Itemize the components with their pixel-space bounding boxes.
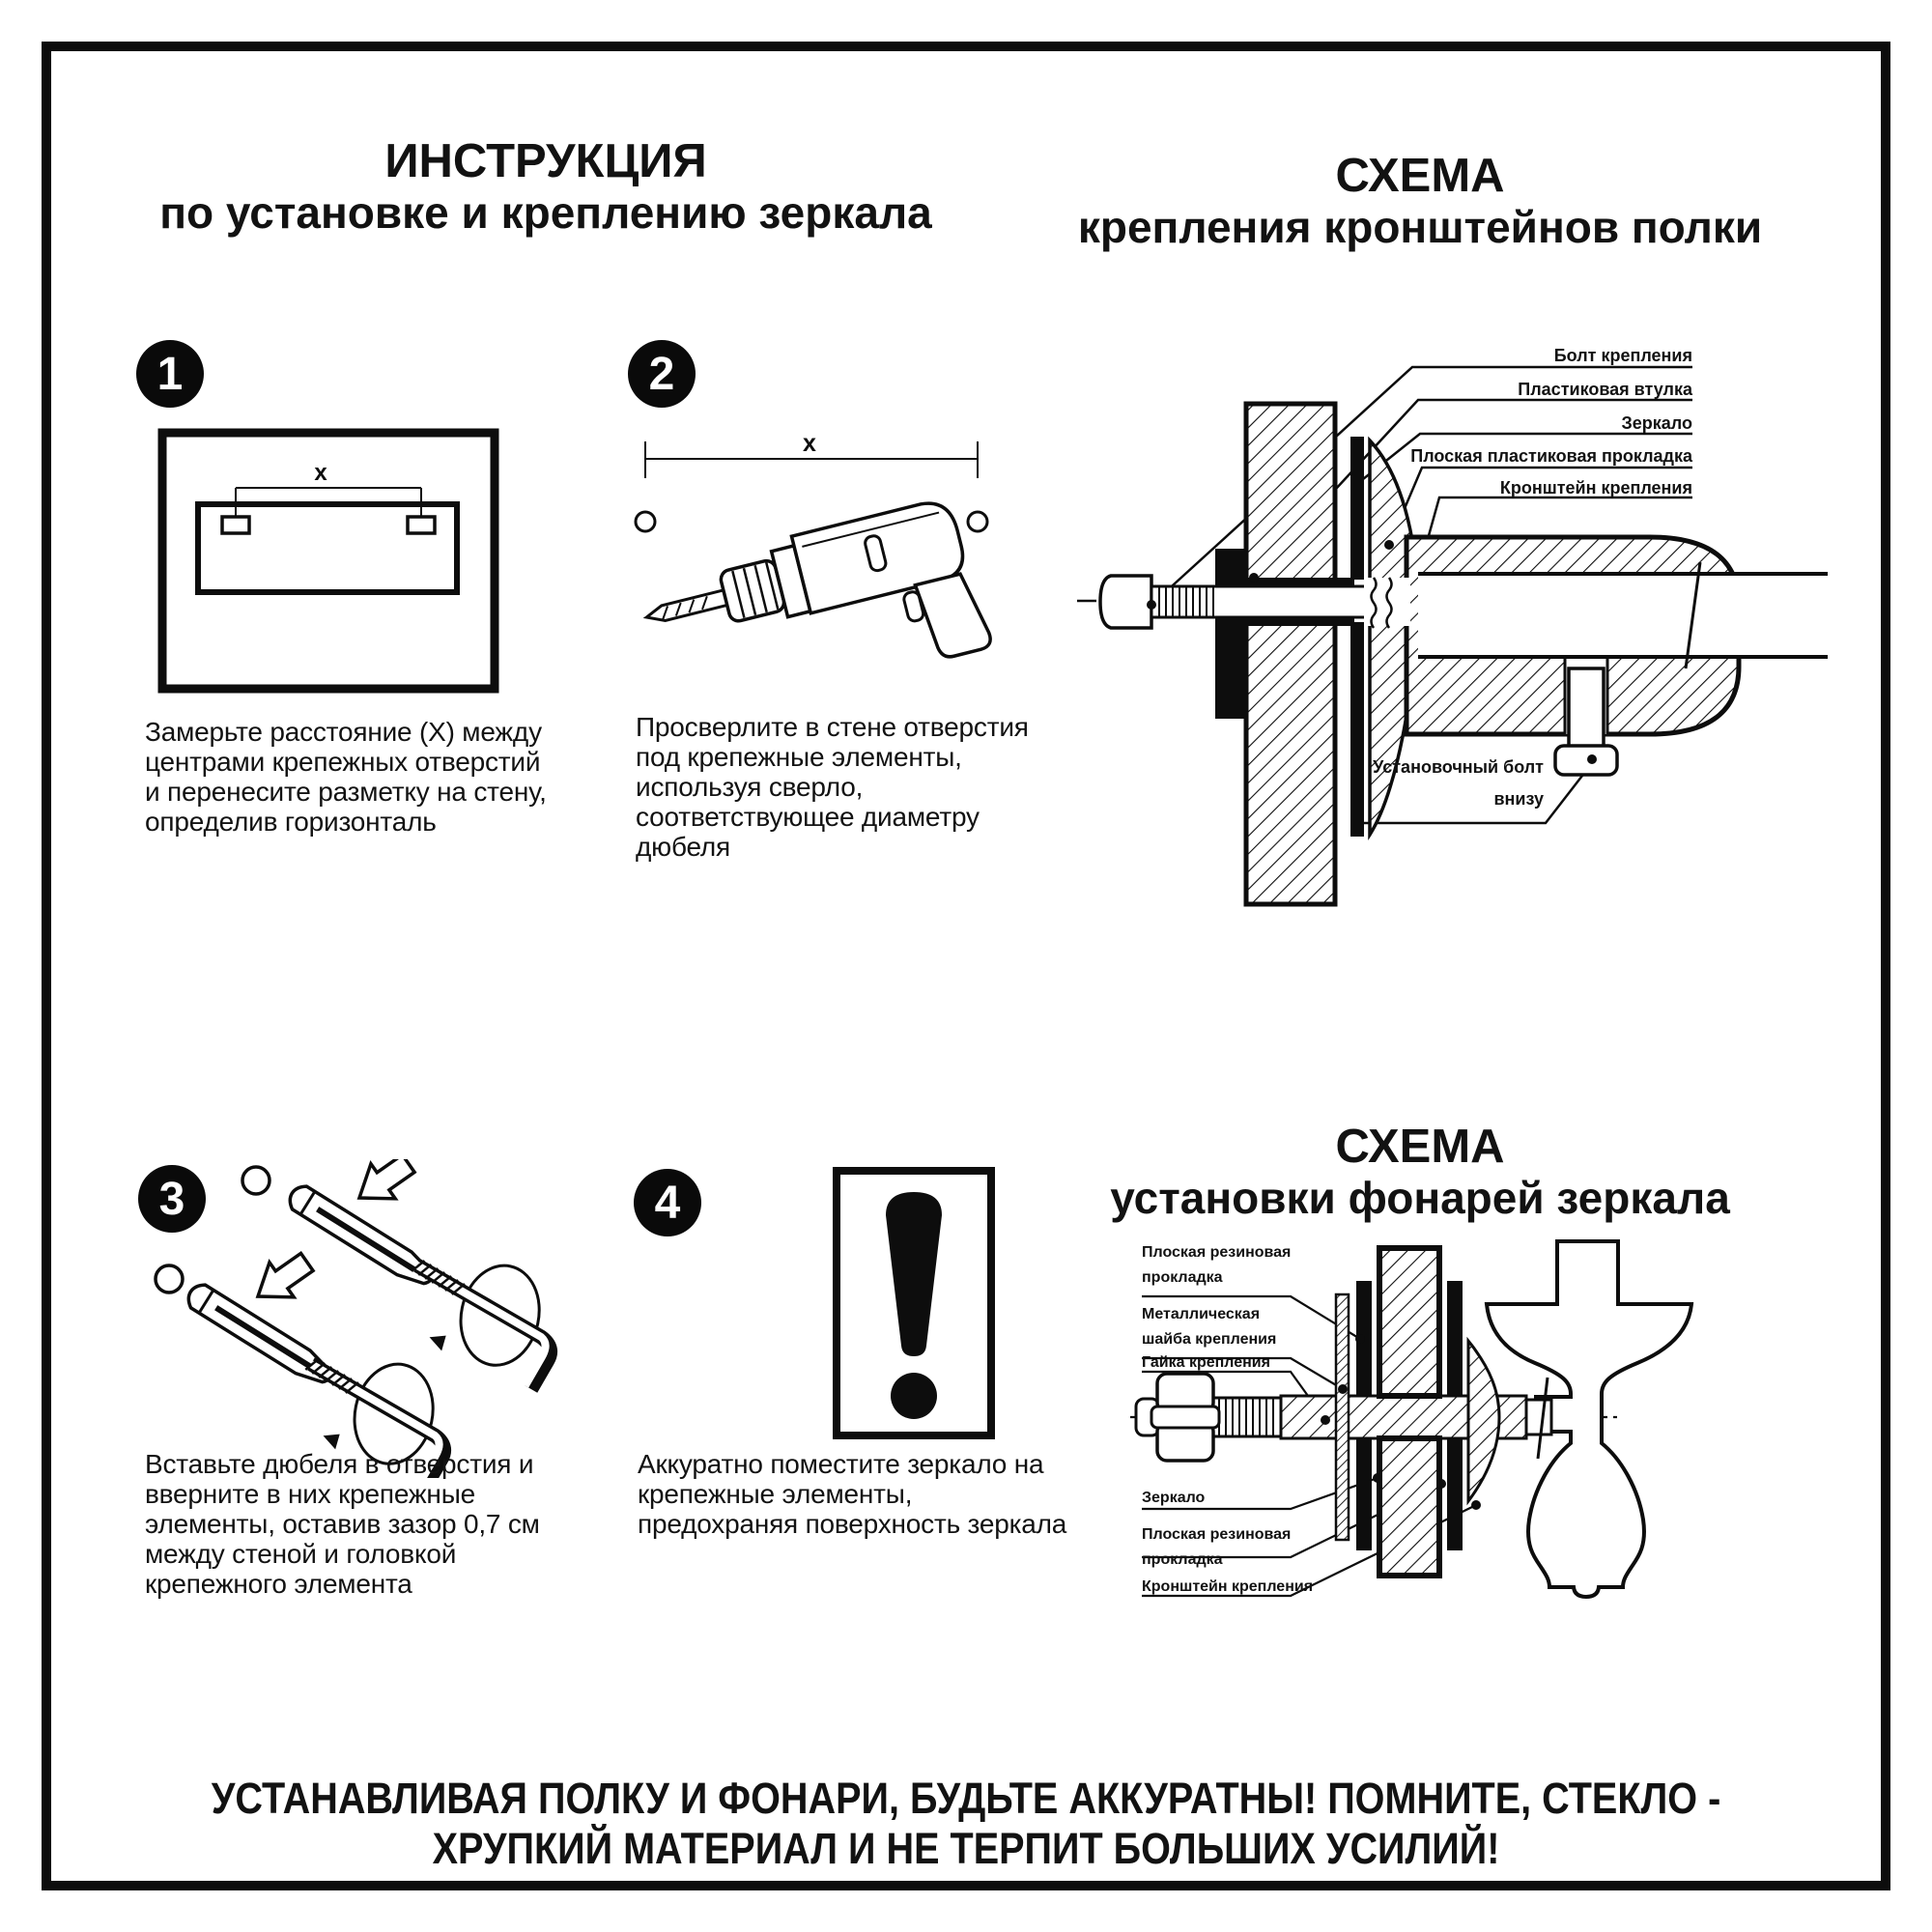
setup-bolt-head	[1555, 746, 1617, 775]
mirror-measure-diagram	[157, 428, 499, 694]
lamp-schema-title	[1043, 1121, 1797, 1223]
step-3-number: 3	[158, 1173, 185, 1225]
insert-arrow-2	[245, 1244, 319, 1314]
label-bracket: Кронштейн крепления	[1142, 1578, 1314, 1595]
step-1-badge	[136, 340, 204, 408]
label-plastic-sleeve: Пластиковая втулка	[1518, 380, 1692, 399]
wall-hole-1	[242, 1167, 270, 1194]
wall-section-top	[1246, 404, 1335, 582]
label-mirror: Зеркало	[1621, 413, 1692, 433]
step-3-text: Вставьте дюбеля в отверстия и вверните в них крепежные элементы, оставив зазор 0,7 см между стеной и головкой крепежного элемента	[145, 1449, 540, 1599]
instruction-title-line1: ИНСТРУКЦИЯ	[384, 135, 707, 187]
drill-diagram	[628, 430, 1024, 681]
dimension-x-label: x	[803, 430, 816, 457]
shelf-schema-title-line1: СХЕМА	[1335, 150, 1505, 202]
mirror-section-bottom	[1379, 1438, 1439, 1576]
step-4-number: 4	[654, 1177, 681, 1229]
label-rubber-gasket-1: Плоская резиновая прокладка	[1142, 1244, 1292, 1286]
mount-bolt-head	[1100, 576, 1151, 628]
label-flat-plastic-washer: Плоская пластиковая прокладка	[1410, 446, 1692, 466]
step-2-number: 2	[648, 348, 675, 400]
hook-screw-1	[384, 1214, 584, 1399]
step-1-text: Замерьте расстояние (X) между центрами крепежных отверстий и перенесите разметку на стену, определив горизонталь	[145, 717, 547, 837]
mirror-section-top	[1379, 1248, 1439, 1396]
label-setup-bolt: Установочный болт внизу	[1373, 757, 1544, 809]
label-metal-washer: Металлическая шайба крепления	[1142, 1306, 1277, 1348]
shelf-rod-slot	[1418, 574, 1828, 657]
drill-hole-right	[968, 512, 987, 531]
lamp-schema-title-line1: СХЕМА	[1335, 1121, 1505, 1173]
insert-arrow-1	[347, 1159, 420, 1215]
step-4-text: Аккуратно поместите зеркало на крепежные элементы, предохраняя поверхность зеркала	[638, 1449, 1067, 1539]
dowel-diagram	[145, 1159, 599, 1478]
lamp-schema-title-line2: установки фонарей зеркала	[1110, 1172, 1730, 1223]
label-nut: Гайка крепления	[1142, 1354, 1270, 1371]
shelf-schema-title	[1043, 150, 1797, 252]
mount-nut	[1136, 1374, 1219, 1461]
mount-hole-right	[408, 517, 435, 533]
step-2-badge	[628, 340, 696, 408]
step-2-text: Просверлите в стене отверстия под крепежные элементы, используя сверло, соответствующее диаметру дюбеля	[636, 712, 1029, 862]
wall-hole-2	[156, 1265, 183, 1293]
label-bracket: Кронштейн крепления	[1499, 478, 1692, 497]
shelf-schema-title-line2: крепления кронштейнов полки	[1077, 201, 1763, 252]
setup-bolt-body	[1569, 668, 1604, 748]
warning-line-2: ХРУПКИЙ МАТЕРИАЛ И НЕ ТЕРПИТ БОЛЬШИХ УСИЛИЙ!	[432, 1824, 1500, 1873]
dimension-x-label: x	[314, 460, 327, 486]
wall-section-bottom	[1246, 622, 1335, 904]
lamp-mount-diagram	[1111, 1227, 1845, 1671]
label-mount-bolt: Болт крепления	[1553, 346, 1692, 365]
plastic-sleeve	[1215, 549, 1248, 719]
rubber-gasket-right	[1447, 1281, 1463, 1396]
instruction-title-line2: по установке и креплению зеркала	[159, 186, 932, 238]
mirror-section-top	[1350, 437, 1364, 580]
label-rubber-gasket-2: Плоская резиновая прокладка	[1142, 1526, 1292, 1568]
drill-icon	[636, 496, 992, 681]
step-4-badge	[634, 1169, 701, 1236]
step-1-number: 1	[156, 348, 184, 400]
caution-sign	[833, 1167, 995, 1439]
bracket-boss	[1468, 1341, 1499, 1501]
metal-washer	[1336, 1294, 1349, 1540]
drill-hole-left	[636, 512, 655, 531]
mount-hole-left	[222, 517, 249, 533]
instruction-title	[126, 135, 966, 238]
warning-line-1: УСТАНАВЛИВАЯ ПОЛКУ И ФОНАРИ, БУДЬТЕ АККУРАТНЫ! ПОМНИТЕ, СТЕКЛО -	[211, 1774, 1721, 1823]
label-mirror: Зеркало	[1142, 1490, 1206, 1506]
